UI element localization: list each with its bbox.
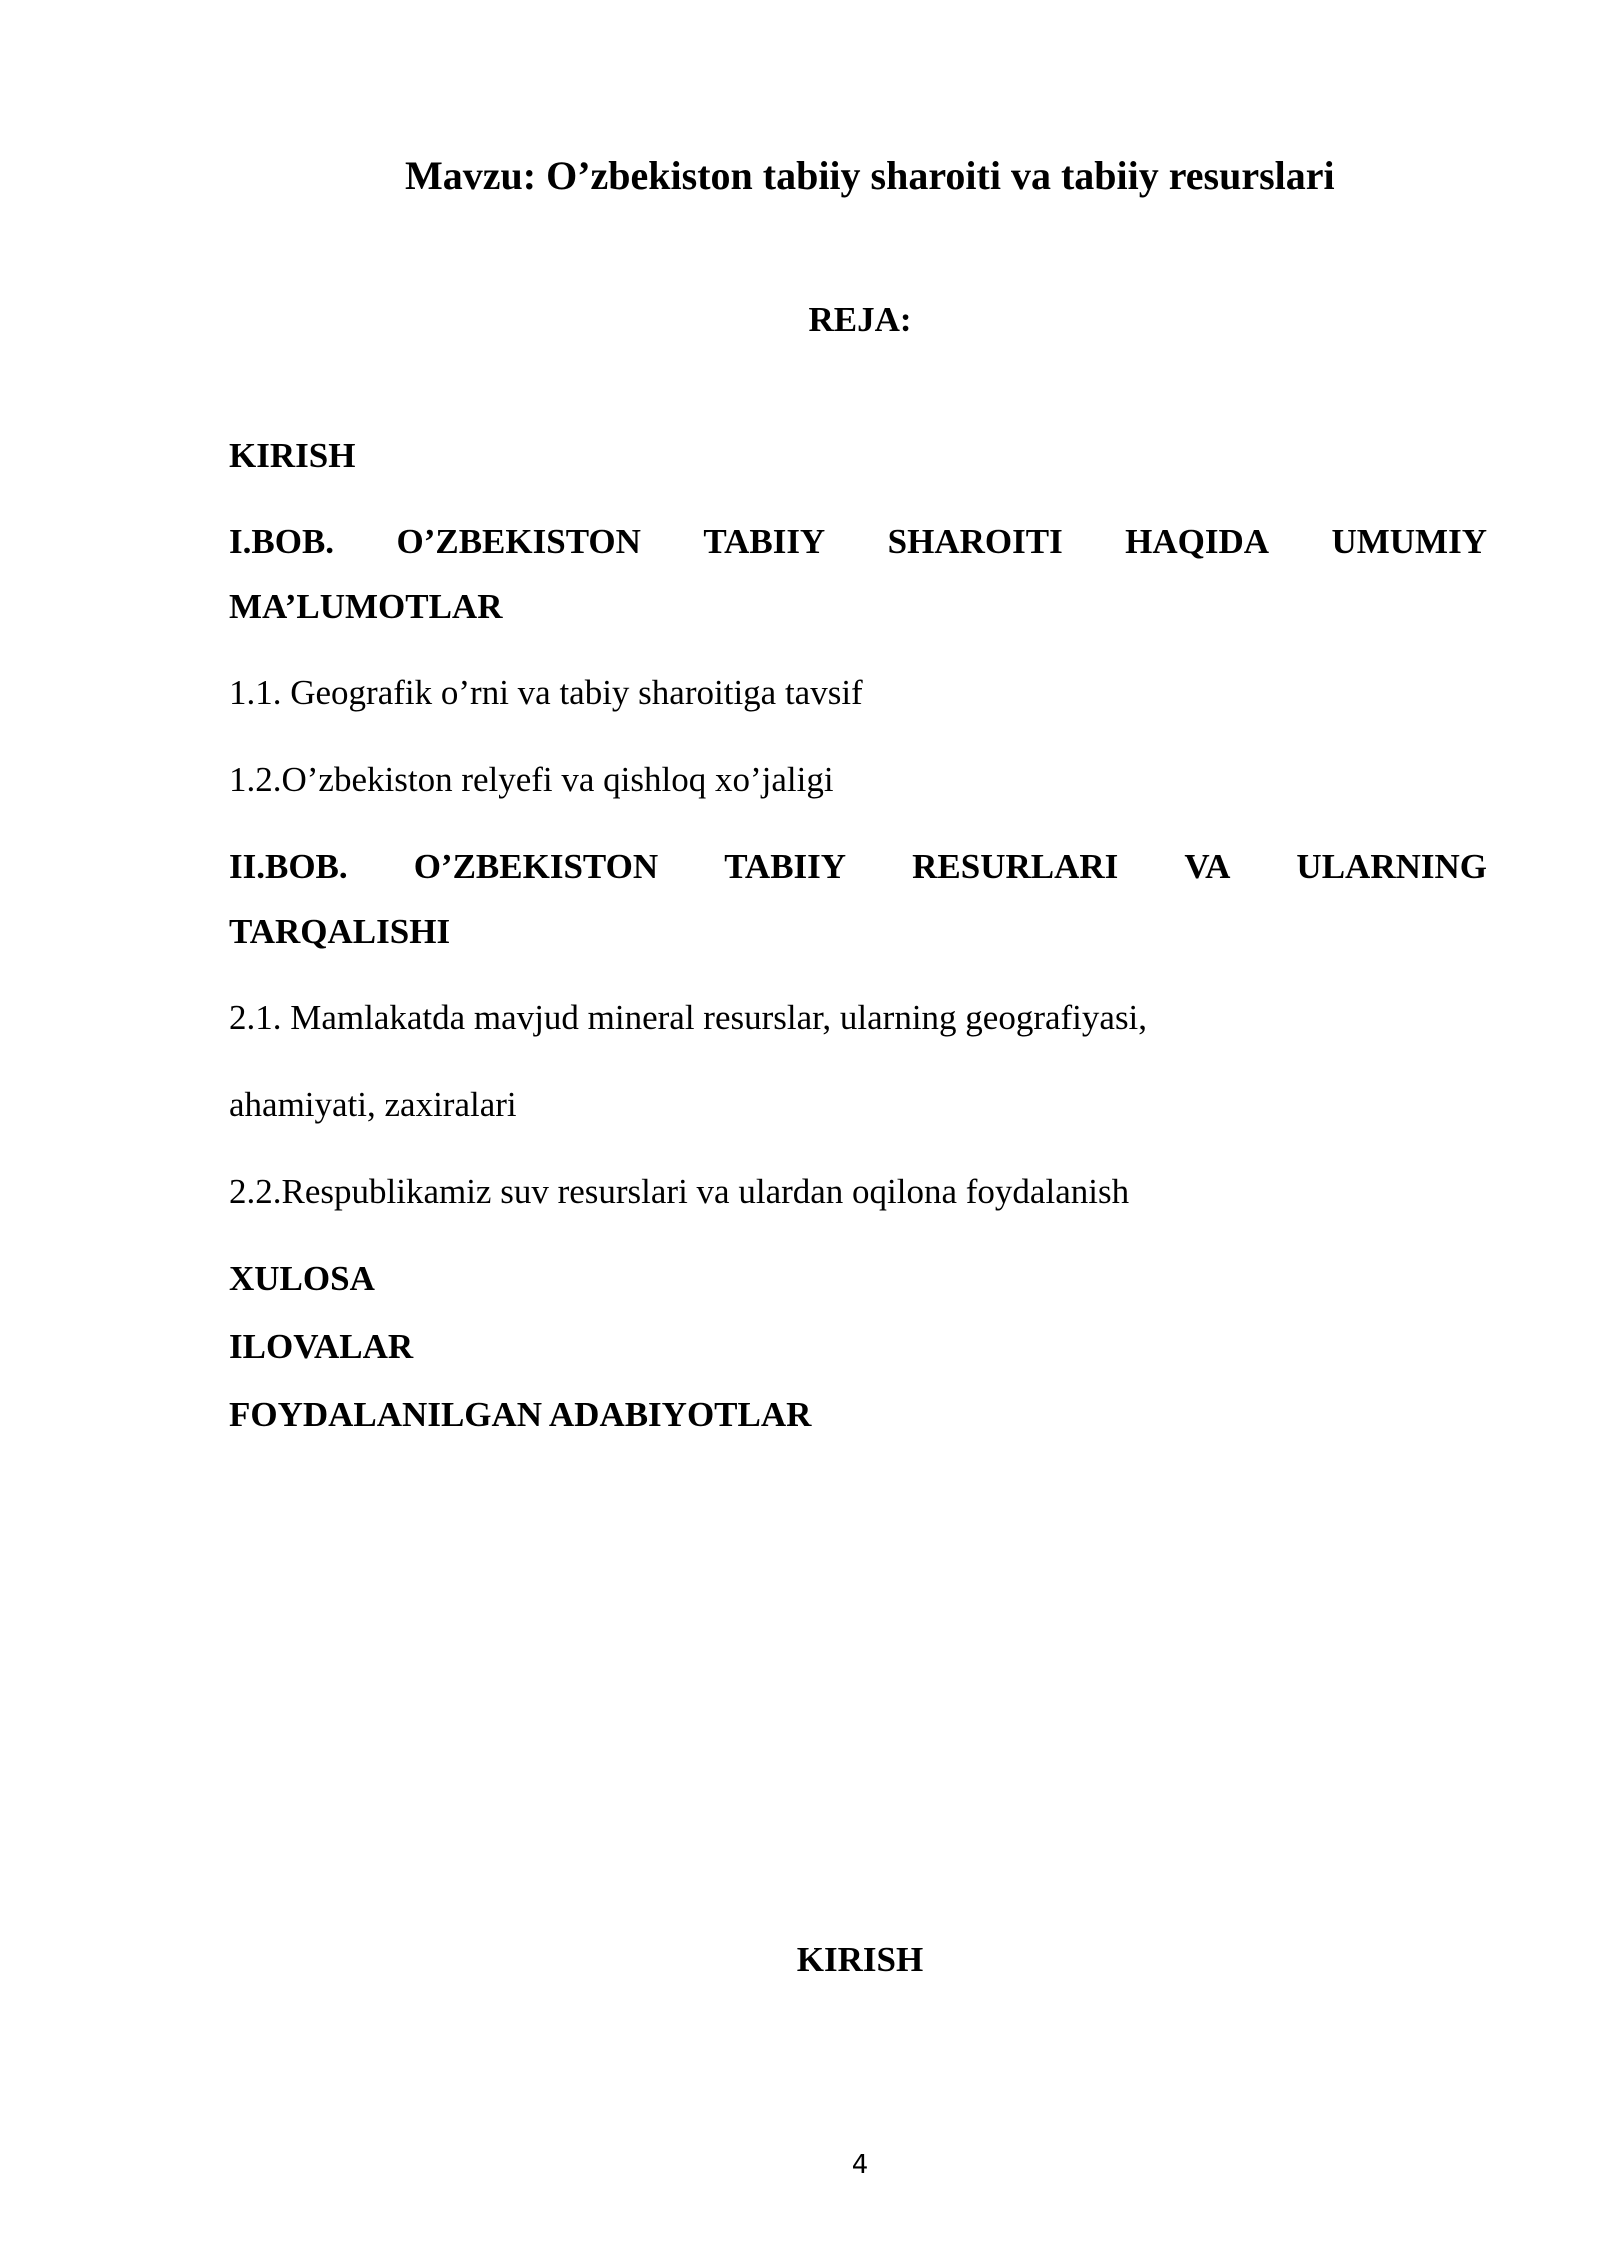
toc-chapter-2-word: TABIIY — [724, 847, 847, 886]
toc-intro: KIRISH — [229, 436, 356, 475]
toc-chapter-2-word: VA — [1184, 847, 1231, 886]
toc-chapter-2-word: ULARNING — [1296, 847, 1487, 886]
toc-conclusion: XULOSA — [229, 1259, 375, 1298]
toc-chapter-1 — [229, 522, 1487, 562]
intro-section-heading: KIRISH — [796, 1940, 924, 1979]
toc-item-2-2: 2.2.Respublikamiz suv resurslari va ulardan oqilona foydalanish — [229, 1172, 1130, 1211]
toc-chapter-1-word: SHAROITI — [887, 522, 1063, 561]
toc-item-2-1: 2.1. Mamlakatda mavjud mineral resurslar, ularning geografiyasi, — [229, 998, 1148, 1037]
toc-chapter-2-word: RESURLARI — [912, 847, 1119, 886]
toc-chapter-2-continuation: TARQALISHI — [229, 912, 451, 951]
document-title: Mavzu: O’zbekiston tabiiy sharoiti va tabiiy resurslari — [405, 153, 1335, 198]
toc-chapter-1-word: HAQIDA — [1125, 522, 1270, 561]
toc-chapter-2 — [229, 847, 1487, 887]
toc-item-1-1: 1.1. Geografik o’rni va tabiy sharoitiga tavsif — [229, 673, 863, 712]
toc-chapter-2-word: O’ZBEKISTON — [413, 847, 659, 886]
plan-heading: REJA: — [808, 300, 912, 339]
toc-chapter-1-word: TABIIY — [703, 522, 826, 561]
toc-chapter-1-word: O’ZBEKISTON — [396, 522, 641, 561]
toc-item-2-1-continuation: ahamiyati, zaxiralari — [229, 1085, 517, 1124]
toc-chapter-1-word: I.BOB. — [229, 522, 335, 561]
toc-chapter-1-continuation: MA’LUMOTLAR — [229, 587, 503, 626]
toc-chapter-2-word: II.BOB. — [229, 847, 348, 886]
toc-chapter-1-word: UMUMIY — [1331, 522, 1487, 561]
toc-appendices: ILOVALAR — [229, 1327, 414, 1366]
page-number: 4 — [851, 2150, 869, 2180]
toc-references: FOYDALANILGAN ADABIYOTLAR — [229, 1395, 812, 1434]
toc-item-1-2: 1.2.O’zbekiston relyefi va qishloq xo’jaligi — [229, 760, 834, 799]
